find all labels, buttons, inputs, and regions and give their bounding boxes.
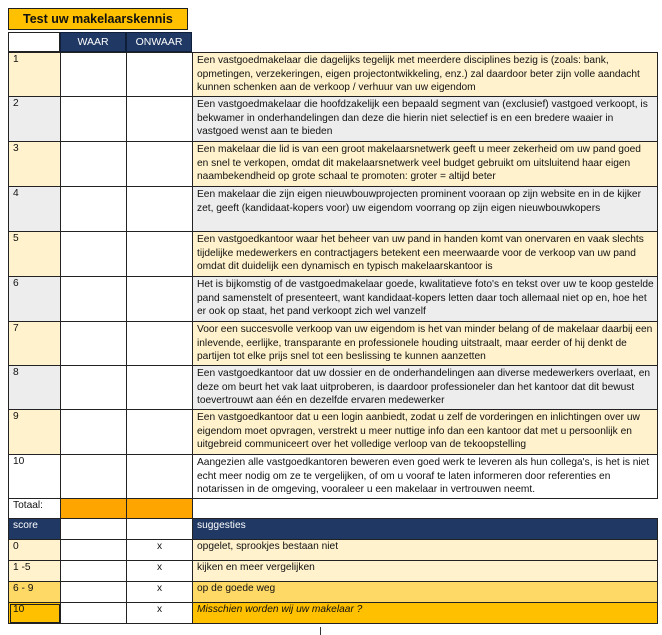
total-waar-cell xyxy=(61,499,127,519)
header-blank-cell xyxy=(8,32,60,52)
score-mark: x xyxy=(127,603,193,624)
answer-onwaar-cell[interactable] xyxy=(127,455,193,499)
question-number: 2 xyxy=(9,97,61,142)
question-text: Een makelaar die zijn eigen nieuwbouwprojecten prominent vooraan op zijn website en in de kijker zet, geeft (kandidaat-kopers voor) uw eigendom voorrang op zijn eigen nieuwbouwkopers xyxy=(193,187,658,232)
answer-waar-cell[interactable] xyxy=(61,187,127,232)
answer-onwaar-cell[interactable] xyxy=(127,97,193,142)
score-header: score xyxy=(9,519,61,540)
score-suggestion: kijken en meer vergelijken xyxy=(193,561,658,582)
answer-onwaar-cell[interactable] xyxy=(127,366,193,410)
answer-waar-cell[interactable] xyxy=(61,97,127,142)
question-text: Het is bijkomstig of de vastgoedmakelaar goede, kwalitatieve foto's en tekst over uw te koop gestelde pand samenstelt of presenteert, want kandidaat-kopers letten daar toch allemaal niet op en, hoe het er ook op staat, het pand verkoopt zich wel vanzelf xyxy=(193,277,658,322)
score-range: 0 xyxy=(9,540,61,561)
page-tick-mark xyxy=(320,627,321,635)
question-number: 5 xyxy=(9,232,61,277)
question-text: Voor een succesvolle verkoop van uw eigendom is het van minder belang of de makelaar daarbij een inlevende, eerlijke, transparante en professionele houding uitstraalt, maar eerder of hij denkt de partijen tot elke prijs snel tot een beslissing te kunnen aanzetten xyxy=(193,322,658,366)
quiz-table xyxy=(8,52,658,624)
score-mark: x xyxy=(127,561,193,582)
question-row xyxy=(9,410,658,455)
question-text: Een vastgoedmakelaar die dagelijks tegelijk met meerdere disciplines bezig is (zoals: bank, opmetingen, verzekeringen, eigen projectontwikkeling, enz.) zal daardoor beter zijn volle aandacht kunnen schenken aan de verkoop / verhuur van uw eigendom xyxy=(193,53,658,97)
answer-onwaar-cell[interactable] xyxy=(127,187,193,232)
question-row xyxy=(9,187,658,232)
question-row xyxy=(9,97,658,142)
question-row xyxy=(9,322,658,366)
score-range: 10 xyxy=(9,603,61,624)
score-mark: x xyxy=(127,582,193,603)
answer-waar-cell[interactable] xyxy=(61,322,127,366)
answer-waar-cell[interactable] xyxy=(61,232,127,277)
answer-waar-cell[interactable] xyxy=(61,142,127,187)
answer-waar-cell[interactable] xyxy=(61,455,127,499)
answer-onwaar-cell[interactable] xyxy=(127,277,193,322)
question-text: Een vastgoedmakelaar die hoofdzakelijk een bepaald segment van (exclusief) vastgoed verkoopt, is bekwamer in onderhandelingen dan deze die hierin niet selectief is en een bredere waaier in vastgoed wenst aan te bieden xyxy=(193,97,658,142)
answer-onwaar-cell[interactable] xyxy=(127,53,193,97)
score-row xyxy=(9,603,658,624)
quiz-title: Test uw makelaarskennis xyxy=(8,8,188,30)
question-text: Aangezien alle vastgoedkantoren beweren even goed werk te leveren als hun collega's, is het is niet echt meer nodig om ze te vergelijken, of om u vooraf te laten informeren door referenties en notarissen in de omgeving, vooraleer u een makelaar in vertrouwen neemt. xyxy=(193,455,658,499)
question-number: 4 xyxy=(9,187,61,232)
suggestions-header: suggesties xyxy=(193,519,658,540)
answer-waar-cell[interactable] xyxy=(61,277,127,322)
score-range: 6 - 9 xyxy=(9,582,61,603)
question-number: 9 xyxy=(9,410,61,455)
score-range: 1 -5 xyxy=(9,561,61,582)
answer-waar-cell[interactable] xyxy=(61,53,127,97)
total-onwaar-cell xyxy=(127,499,193,519)
score-suggestion: opgelet, sprookjes bestaan niet xyxy=(193,540,658,561)
question-text: Een vastgoedkantoor dat uw dossier en de onderhandelingen aan diverse medewerkers overlaat, en deze om beurt het vak laat uitproberen, is daardoor professioneler dan het kantoor dat dit bewust toevertrouwt aan één en dezelfde ervaren medewerker xyxy=(193,366,658,410)
total-row xyxy=(9,499,658,519)
answer-onwaar-cell[interactable] xyxy=(127,322,193,366)
question-number: 7 xyxy=(9,322,61,366)
score-row xyxy=(9,540,658,561)
score-suggestion: Misschien worden wij uw makelaar ? xyxy=(193,603,658,624)
question-text: Een vastgoedkantoor waar het beheer van uw pand in handen komt van onervaren en vaak slechts tijdelijke medewerkers en contractjagers betekent een meerwaarde voor de verkoop van uw pand omdat dit duidelijk een dynamisch en typisch makelaarskantoor is xyxy=(193,232,658,277)
question-row xyxy=(9,53,658,97)
answer-waar-cell[interactable] xyxy=(61,366,127,410)
question-number: 10 xyxy=(9,455,61,499)
question-row xyxy=(9,455,658,499)
question-text: Een makelaar die lid is van een groot makelaarsnetwerk geeft u meer zekerheid om uw pand goed en snel te verkopen, omdat dit makelaarsnetwerk veel budget gebruikt om uitsluitend haar eigen naambekendheid op grote schaal te promoten: groter = altijd beter xyxy=(193,142,658,187)
question-number: 3 xyxy=(9,142,61,187)
score-suggestion: op de goede weg xyxy=(193,582,658,603)
question-number: 6 xyxy=(9,277,61,322)
score-row xyxy=(9,582,658,603)
score-mark: x xyxy=(127,540,193,561)
question-number: 8 xyxy=(9,366,61,410)
header-onwaar: ONWAAR xyxy=(126,32,192,52)
question-row xyxy=(9,277,658,322)
question-row xyxy=(9,142,658,187)
header-waar: WAAR xyxy=(60,32,126,52)
question-number: 1 xyxy=(9,53,61,97)
question-row xyxy=(9,232,658,277)
answer-onwaar-cell[interactable] xyxy=(127,142,193,187)
score-row xyxy=(9,561,658,582)
total-label: Totaal: xyxy=(9,499,61,519)
answer-waar-cell[interactable] xyxy=(61,410,127,455)
answer-onwaar-cell[interactable] xyxy=(127,232,193,277)
question-row xyxy=(9,366,658,410)
answer-onwaar-cell[interactable] xyxy=(127,410,193,455)
score-header-row xyxy=(9,519,658,540)
question-text: Een vastgoedkantoor dat u een login aanbiedt, zodat u zelf de vorderingen en inlichtingen over uw eigendom moet opvragen, verstrekt u meer nuttige info dan een kantoor dat met u persoonlijk en uitgebreid communiceert over het volledige verloop van de tekoopstelling xyxy=(193,410,658,455)
